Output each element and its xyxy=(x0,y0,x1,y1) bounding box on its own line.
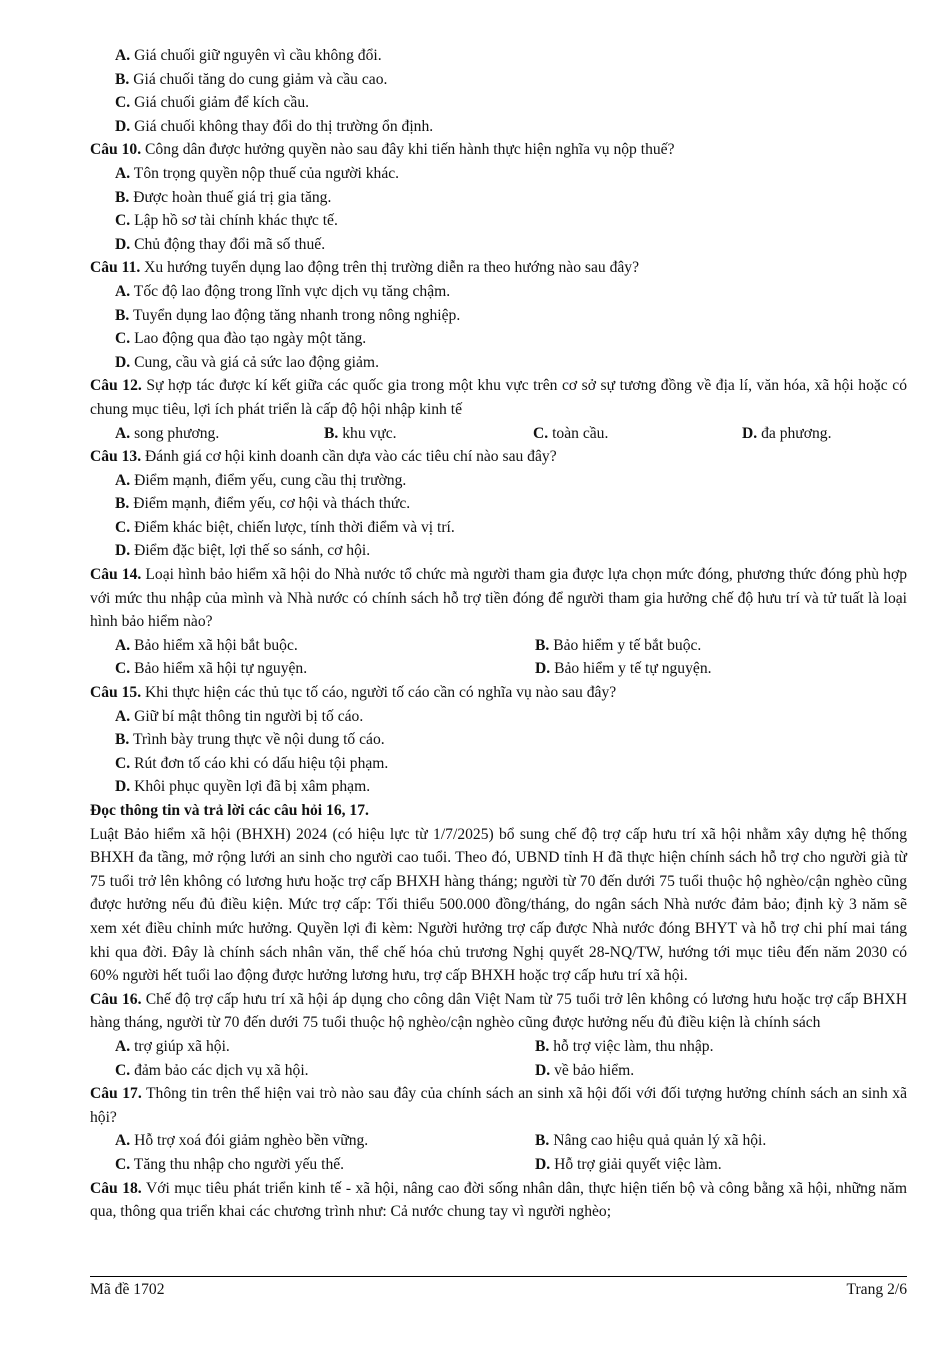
q14-option-c: C. Bảo hiểm xã hội tự nguyện. xyxy=(115,660,308,678)
q15-option-d: D. Khôi phục quyền lợi đã bị xâm phạm. xyxy=(115,778,371,796)
q14-options-row-1 xyxy=(90,634,907,658)
q17-options-row-2 xyxy=(90,1153,907,1177)
q11-option-a: A. Tốc độ lao động trong lĩnh vực dịch vụ tăng chậm. xyxy=(115,282,451,300)
reading-passage: Luật Bảo hiểm xã hội (BHXH) 2024 (có hiệu lực từ 1/7/2025) bổ sung chế độ trợ cấp hưu trí xã hội nhằm xây dựng hệ thống BHXH đa tầng, mở rộng lưới an sinh cho người cao tuổi. Theo đó, UBND tỉnh H đã thực hiện chính sách hỗ trợ cho người già từ 75 tuổi trở lên không có lương hưu hoặc trợ cấp BHXH hàng tháng; người từ 70 đến dưới 75 tuổi thuộc hộ nghèo/cận nghèo cũng được hưởng nếu đủ điều kiện. Mức trợ cấp: Tối thiểu 500.000 đồng/tháng, do ngân sách Nhà nước đảm bảo; định kỳ 3 năm sẽ xem xét điều chỉnh mức hưởng. Quyền lợi đi kèm: Người hưởng trợ cấp được Nhà nước đóng BHYT và hỗ trợ chi phí mai táng khi qua đời. Đây là chính sách nhân văn, thể chế hóa chủ trương Nghị quyết 28-NQ/TW, hướng tới mục tiêu đến năm 2030 có 60% người hết tuổi lao động được hưởng lương hưu, trợ cấp BHXH hoặc trợ cấp hưu trí xã hội. xyxy=(90,825,907,985)
q12-option-d: D. đa phương. xyxy=(742,424,832,442)
question-12: Câu 12. Sự hợp tác được kí kết giữa các quốc gia trong một khu vực trên cơ sở sự tương đồng về địa lí, văn hóa, xã hội hoặc có chung mục tiêu, lợi ích phát triển là cấp độ hội nhập kinh tế xyxy=(90,377,908,418)
q17-option-b: B. Nâng cao hiệu quả quản lý xã hội. xyxy=(535,1132,767,1150)
q9-option-d: D. Giá chuối không thay đổi do thị trường ổn định. xyxy=(115,117,434,135)
q13-option-c: C. Điểm khác biệt, chiến lược, tính thời điểm và vị trí. xyxy=(115,518,455,536)
q9-option-c: C. Giá chuối giảm để kích cầu. xyxy=(115,94,310,112)
page-footer xyxy=(90,1276,907,1299)
q17-option-d: D. Hỗ trợ giải quyết việc làm. xyxy=(535,1155,722,1173)
page-number: Trang 2/6 xyxy=(846,1281,907,1298)
q16-option-a: A. trợ giúp xã hội. xyxy=(115,1037,230,1055)
exam-page xyxy=(90,44,907,1224)
q17-options-row-1 xyxy=(90,1129,907,1153)
section-heading: Đọc thông tin và trả lời các câu hỏi 16, 17. xyxy=(90,802,369,819)
q11-option-b: B. Tuyển dụng lao động tăng nhanh trong nông nghiệp. xyxy=(115,306,461,324)
q12-option-c: C. toàn cầu. xyxy=(533,424,609,442)
q15-option-c: C. Rút đơn tố cáo khi có dấu hiệu tội phạm. xyxy=(115,754,389,772)
question-14: Câu 14. Loại hình bảo hiểm xã hội do Nhà nước tổ chức mà người tham gia được lựa chọn mức đóng, phương thức đóng phù hợp với mức thu nhập của mình và Nhà nước có chính sách hỗ trợ tiền đóng để người tham gia hưởng chế độ hưu trí và tử tuất là loại hình bảo hiểm nào? xyxy=(90,566,907,631)
q12-option-a: A. song phương. xyxy=(115,424,220,442)
q16-option-d: D. về bảo hiểm. xyxy=(535,1061,635,1079)
q16-option-c: C. đảm bảo các dịch vụ xã hội. xyxy=(115,1061,309,1079)
q11-option-c: C. Lao động qua đào tạo ngày một tăng. xyxy=(115,330,367,348)
q14-option-b: B. Bảo hiểm y tế bắt buộc. xyxy=(535,636,702,654)
q14-option-d: D. Bảo hiểm y tế tự nguyện. xyxy=(535,660,712,678)
question-17: Câu 17. Thông tin trên thể hiện vai trò nào sau đây của chính sách an sinh xã hội đối với đối tượng hưởng chính sách an sinh xã hội? xyxy=(90,1085,908,1126)
q10-option-b: B. Được hoàn thuế giá trị gia tăng. xyxy=(115,188,332,206)
question-10: Câu 10. Công dân được hưởng quyền nào sau đây khi tiến hành thực hiện nghĩa vụ nộp thuế? xyxy=(90,141,675,159)
q15-option-b: B. Trình bày trung thực về nội dung tố cáo. xyxy=(115,731,385,749)
question-16: Câu 16. Chế độ trợ cấp hưu trí xã hội áp dụng cho công dân Việt Nam từ 75 tuổi trở lên không có lương hưu hoặc trợ cấp BHXH hàng tháng, người từ 70 đến dưới 75 tuổi thuộc hộ nghèo/cận nghèo cũng được hưởng nếu đủ điều kiện là chính sách xyxy=(90,990,907,1032)
q17-option-a: A. Hỗ trợ xoá đói giảm nghèo bền vững. xyxy=(115,1132,369,1150)
q16-option-b: B. hỗ trợ việc làm, thu nhập. xyxy=(535,1037,714,1055)
q10-option-a: A. Tôn trọng quyền nộp thuế của người khác. xyxy=(115,164,400,182)
q16-options-row-1 xyxy=(90,1035,907,1059)
q13-option-b: B. Điểm mạnh, điểm yếu, cơ hội và thách thức. xyxy=(115,495,411,513)
q17-option-c: C. Tăng thu nhập cho người yếu thế. xyxy=(115,1155,345,1173)
q11-option-d: D. Cung, cầu và giá cả sức lao động giảm. xyxy=(115,353,379,371)
question-11: Câu 11. Xu hướng tuyển dụng lao động trên thị trường diễn ra theo hướng nào sau đây? xyxy=(90,259,640,277)
q12-option-b: B. khu vực. xyxy=(324,424,397,442)
question-18: Câu 18. Với mục tiêu phát triển kinh tế - xã hội, nâng cao đời sống nhân dân, thực hiện tiến bộ và công bằng xã hội, những năm qua, thông qua triển khai các chương trình như: Cả nước chung tay vì người nghèo; xyxy=(90,1179,908,1221)
q16-options-row-2 xyxy=(90,1059,907,1083)
exam-code: Mã đề 1702 xyxy=(90,1281,165,1298)
q10-option-c: C. Lập hồ sơ tài chính khác thực tế. xyxy=(115,212,338,230)
question-15: Câu 15. Khi thực hiện các thủ tục tố cáo, người tố cáo cần có nghĩa vụ nào sau đây? xyxy=(90,684,617,702)
q13-option-d: D. Điểm đặc biệt, lợi thế so sánh, cơ hội. xyxy=(115,542,371,560)
q9-option-b: B. Giá chuối tăng do cung giảm và cầu cao. xyxy=(115,70,388,88)
q10-option-d: D. Chủ động thay đổi mã số thuế. xyxy=(115,235,326,253)
q14-option-a: A. Bảo hiểm xã hội bắt buộc. xyxy=(115,636,298,654)
q13-option-a: A. Điểm mạnh, điểm yếu, cung cầu thị trường. xyxy=(115,471,407,489)
q9-option-a: A. Giá chuối giữ nguyên vì cầu không đổi. xyxy=(115,47,382,64)
q15-option-a: A. Giữ bí mật thông tin người bị tố cáo. xyxy=(115,707,364,725)
q12-options xyxy=(90,422,907,446)
q14-options-row-2 xyxy=(90,657,907,681)
question-13: Câu 13. Đánh giá cơ hội kinh doanh cần dựa vào các tiêu chí nào sau đây? xyxy=(90,448,557,466)
